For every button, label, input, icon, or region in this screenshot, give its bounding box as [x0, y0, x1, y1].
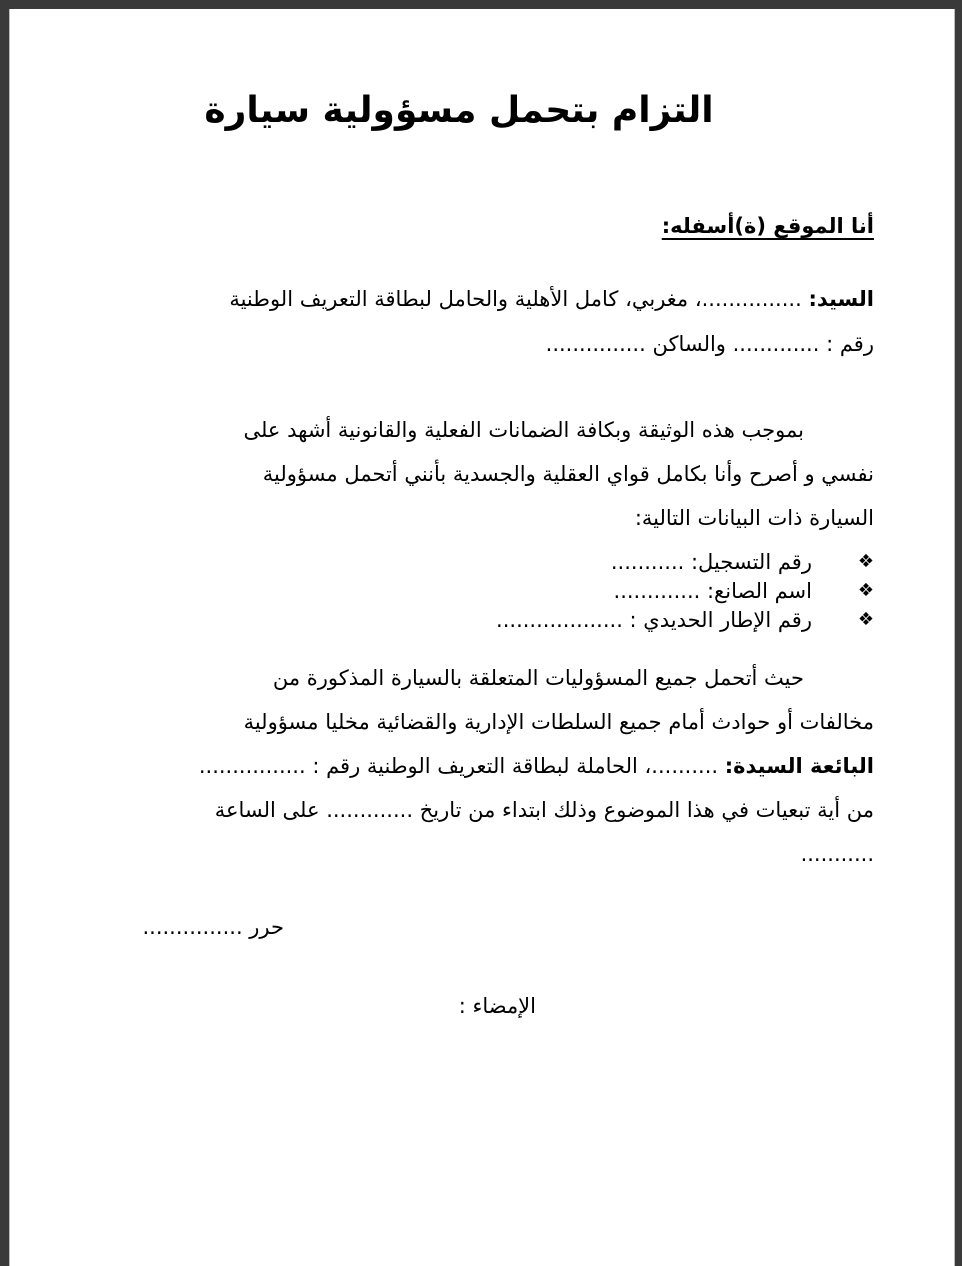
paragraph1-line1-text: بموجب هذه الوثيقة وبكافة الضمانات الفعلية والقانونية أشهد على: [243, 418, 804, 442]
paragraph1-line2: نفسي و أصرح وأنا بكامل قواي العقلية والجسدية بأنني أتحمل مسؤولية: [262, 462, 874, 486]
mr-line-rest: ...............، مغربي، كامل الأهلية والحامل لبطاقة التعريف الوطنية: [229, 287, 809, 311]
diamond-bullet-icon: ❖: [857, 580, 874, 601]
signature-label: الإمضاء :: [458, 994, 536, 1018]
document-page: [9, 9, 955, 1266]
bullet-item-registration: [611, 548, 874, 576]
paragraph2-line1: [273, 663, 874, 693]
diamond-bullet-icon: ❖: [857, 609, 874, 630]
paragraph1-line1: [243, 415, 874, 445]
mr-line: [229, 284, 874, 314]
bullet-item-chassis: [496, 606, 874, 634]
seller-line-rest: ..........، الحاملة لبطاقة التعريف الوطنية رقم : ................: [198, 754, 725, 778]
paragraph1-line3: السيارة ذات البيانات التالية:: [634, 506, 874, 530]
diamond-bullet-icon: ❖: [857, 551, 874, 572]
bullet-text: اسم الصانع: .............: [613, 579, 812, 603]
bullet-text: رقم الإطار الحديدي : ...................: [496, 608, 812, 632]
undersigned-heading: أنا الموقع (ة)أسفله:: [661, 214, 874, 238]
paragraph2-line5: ...........: [800, 842, 874, 866]
paragraph2-line2: مخالفات أو حوادث أمام جميع السلطات الإدارية والقضائية مخليا مسؤولية: [243, 710, 874, 734]
seller-label: البائعة السيدة:: [724, 754, 874, 778]
mr-label: السيد:: [808, 287, 874, 311]
paragraph2-line4: من أية تبعيات في هذا الموضوع وذلك ابتداء من تاريخ ............. على الساعة: [214, 798, 874, 822]
paragraph2-line1-text: حيث أتحمل جميع المسؤوليات المتعلقة بالسيارة المذكورة من: [272, 666, 804, 690]
bullet-item-manufacturer: [614, 577, 874, 605]
bullet-text: رقم التسجيل: ...........: [610, 550, 812, 574]
written-at: حرر ...............: [142, 915, 284, 939]
seller-line: [199, 751, 874, 781]
id-line: رقم : ............. والساكن ...............: [545, 332, 874, 356]
document-title: التزام بتحمل مسؤولية سيارة: [204, 90, 714, 131]
